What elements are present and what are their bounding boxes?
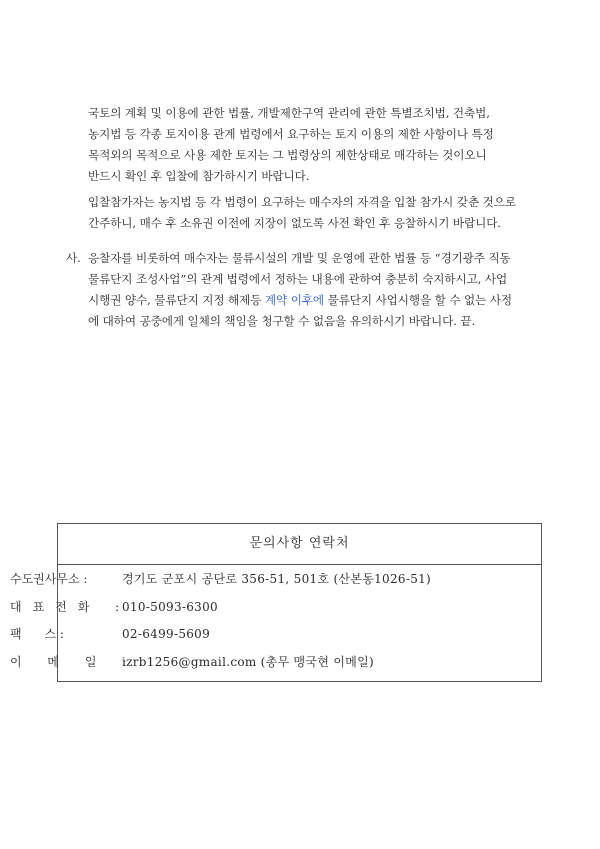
contact-label: 팩 스 :	[10, 627, 64, 641]
text-line	[88, 290, 570, 311]
text-line: 에 대하여 공중에게 일체의 책임을 청구할 수 없음을 유의하시기 바랍니다. 끝.	[88, 314, 476, 328]
text-line: 입찰참가자는 농지법 등 각 법령이 요구하는 매수자의 자격을 입찰 참가시 갖춘 것으로	[88, 195, 516, 209]
text-segment: 물류단지 사업시행을 할 수 없는 사정	[324, 293, 513, 307]
contact-title: 문의사항 연락처	[58, 524, 541, 565]
contact-row-email	[10, 652, 374, 672]
list-marker: 사.	[66, 251, 81, 265]
contact-address: 경기도 군포시 공단로 356-51, 501호 (산본동1026-51)	[122, 572, 432, 586]
contact-label: 대표전화 :	[10, 600, 131, 614]
contact-fax: 02-6499-5609	[122, 627, 211, 641]
text-line: 목적외의 목적으로 사용 제한 토지는 그 법령상의 제한상태로 매각하는 것이오니	[88, 148, 487, 162]
contact-row-office	[10, 569, 431, 589]
text-line: 농지법 등 각종 토지이용 관계 법령에서 요구하는 토지 이용의 제한 사항이나 특정	[88, 127, 494, 141]
paragraph-land-use-restrictions	[88, 103, 568, 187]
highlighted-text: 계약 이후에	[264, 293, 325, 307]
text-segment: 시행권 양수, 물류단지 지정 해제등	[88, 293, 265, 307]
paragraph-bidder-qualification	[88, 192, 568, 234]
text-line: 반드시 확인 후 입찰에 참가하시기 바랍니다.	[88, 169, 310, 183]
contact-row-fax	[10, 624, 210, 644]
text-line: 물류단지 조성사업”의 관계 법령에서 정하는 내용에 관하여 충분히 숙지하시고, 사업	[88, 272, 508, 286]
contact-email: izrb1256@gmail.com (총무 맹국현 이메일)	[122, 655, 374, 669]
contact-label: 이 메 일 :	[10, 655, 138, 669]
contact-phone: 010-5093-6300	[122, 600, 218, 614]
text-line: 국토의 계획 및 이용에 관한 법률, 개발제한구역 관리에 관한 특별조치법, 건축법,	[88, 106, 490, 120]
text-line: 응찰자를 비롯하여 매수자는 물류시설의 개발 및 운영에 관한 법률 등 “경기광주 직동	[88, 251, 511, 265]
contact-label: 수도권사무소 :	[10, 572, 88, 586]
contact-row-phone	[10, 597, 218, 617]
text-line: 간주하니, 매수 후 소유권 이전에 지장이 없도록 사전 확인 후 응찰하시기 바랍니다.	[88, 216, 501, 230]
